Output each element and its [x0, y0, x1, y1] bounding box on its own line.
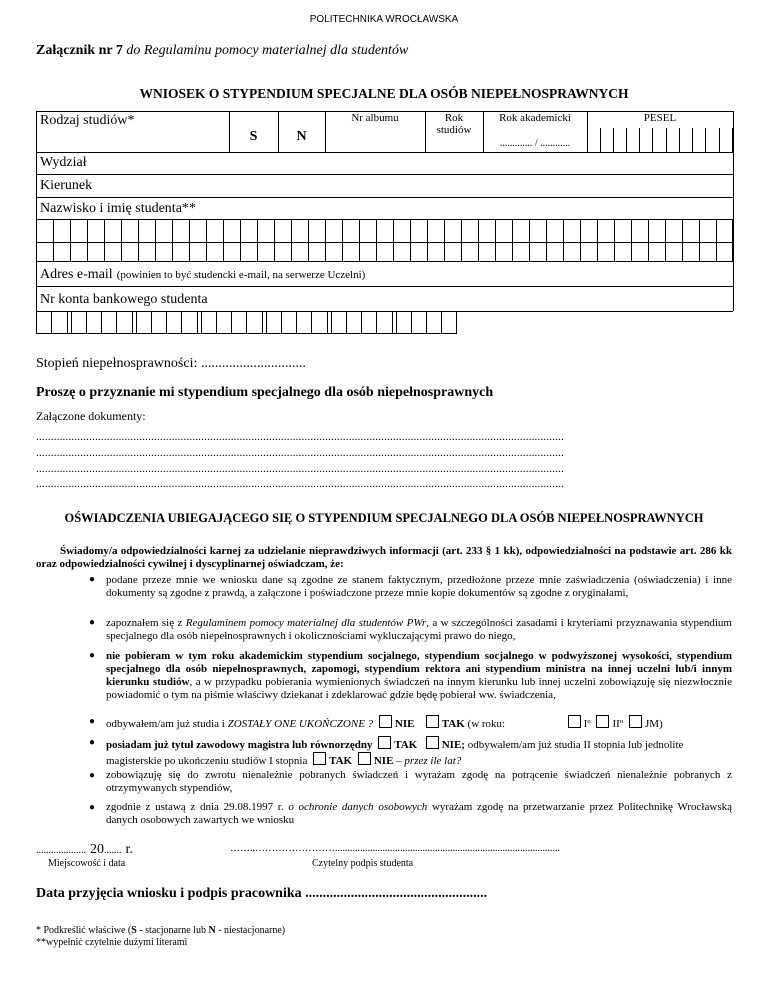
bank-account-cells[interactable] — [36, 311, 457, 334]
bank-account-label: Nr konta bankowego studenta — [40, 292, 208, 307]
item4-tak-label: TAK — [441, 718, 465, 730]
item4-tak-checkbox[interactable] — [426, 715, 439, 728]
item4-second-degree-label: IIº — [612, 718, 624, 730]
university-name: POLITECHNIKA WROCŁAWSKA — [309, 14, 459, 25]
faculty-label[interactable]: Wydział — [40, 155, 87, 170]
item5-nie-label: NIE; — [441, 739, 465, 751]
declaration-item-2 — [106, 617, 732, 643]
study-type-option-n[interactable]: N — [296, 129, 307, 144]
email-label: Adres e-mail — [40, 267, 113, 282]
item5-tak-label: TAK — [394, 739, 418, 751]
footnote1-s: S — [131, 925, 137, 936]
field-of-study-label[interactable]: Kierunek — [40, 178, 93, 193]
documents-line-3[interactable]: ................................................................................................................................................................................... — [36, 463, 565, 475]
item7-text-c: wyrażam zgodę na przetwarzanie przez Politechnikę Wrocławską danych osobowych zawartych we wniosku — [106, 801, 732, 826]
item5-text-b: odbywałem/am już studia II stopnia lub jednolite magisterskie po ukończeniu studiów I stopnia — [106, 739, 684, 767]
attachment-line — [36, 43, 408, 59]
item2-text-c: , a w szczególności zasadami i kryteriami przyznawania stypendium specjalnego dla osób niepełnosprawnych i okolicznościami wykluczającymi prawo do niego, — [106, 617, 732, 642]
footnote1-text-b: - stacjonarne lub — [136, 925, 209, 936]
item4-second-degree-checkbox[interactable] — [596, 715, 609, 728]
bullet: ● — [89, 617, 96, 628]
bullet: ● — [89, 770, 96, 781]
item4-jm-checkbox[interactable] — [629, 715, 642, 728]
declaration-item-6: zobowiązuję się do zwrotu nienależnie pobranych świadczeń i wyrażam zgodę na potrącenie świadczeń nienależnie pobranych z otrzymywanych stypendiów, — [106, 769, 732, 794]
place-date-dots: .................... — [36, 845, 86, 856]
signature-label: Czytelny podpis studenta — [312, 858, 414, 869]
item5-text-a: posiadam już tytuł zawodowy magistra lub równorzędny — [106, 739, 373, 751]
study-year-label-line2: studiów — [436, 124, 472, 136]
item4-question: ZOSTAŁY ONE UKOŃCZONE ? — [227, 718, 374, 730]
request-text: Proszę o przyznanie mi stypendium specjalnego dla osób niepełnosprawnych — [36, 385, 494, 400]
name-cells-row-1[interactable] — [36, 219, 733, 242]
footnote-study-type — [36, 925, 285, 936]
footnote1-n: N — [208, 925, 216, 936]
item5-nie2-checkbox[interactable] — [358, 752, 371, 765]
item7-act-name: o ochronie danych osobowych — [288, 801, 428, 813]
declaration-item-1: podane przeze mnie we wniosku dane są zgodne ze stanem faktycznym, przedłożone przeze mnie zaświadczenia (oświadczenia) i inne dokumenty są zgodne z prawdą, a załączone i poświadczone przeze mnie kopie dokumentów są zgodne z oryginałami, — [106, 574, 732, 599]
disability-degree-field[interactable]: Stopień niepełnosprawności: .............................. — [36, 356, 306, 371]
declaration-title: OŚWIADCZENIA UBIEGAJĄCEGO SIĘ O STYPENDIUM SPECJALNEGO DLA OSÓB NIEPEŁNOSPRAWNYCH — [64, 511, 704, 525]
date-year-dots: ....... — [104, 845, 122, 856]
documents-line-2[interactable]: ................................................................................................................................................................................... — [36, 447, 565, 459]
documents-line-1[interactable]: ................................................................................................................................................................................... — [36, 431, 565, 443]
item2-text-a: zapoznałem się z — [106, 617, 186, 629]
item4-first-degree-checkbox[interactable] — [568, 715, 581, 728]
declaration-item-4 — [106, 715, 732, 731]
declaration-item-5 — [106, 736, 732, 768]
declaration-item-3 — [106, 650, 732, 702]
attachment-number: Załącznik nr 7 — [36, 43, 123, 58]
place-date-field[interactable] — [36, 840, 133, 858]
item5-years-question: – przez ile lat? — [396, 755, 462, 767]
academic-year-field[interactable]: ............. / ............ — [499, 138, 571, 149]
receipt-line[interactable]: Data przyjęcia wniosku i podpis pracownika .................................................... — [36, 886, 488, 901]
place-date-label: Miejscowość i data — [48, 858, 126, 869]
item5-tak2-label: TAK — [329, 755, 353, 767]
page-title: WNIOSEK O STYPENDIUM SPECJALNE DLA OSÓB NIEPEŁNOSPRAWNYCH — [139, 86, 629, 101]
date-suffix: r. — [125, 842, 133, 857]
documents-label: Załączone dokumenty: — [36, 409, 146, 423]
item5-tak2-checkbox[interactable] — [313, 752, 326, 765]
bullet: ● — [89, 802, 96, 813]
item4-nie-label: NIE — [394, 718, 415, 730]
item3-text-b: , a w przypadku pobierania wymienionych świadczeń na innym kierunku lub innej uczelni zobowiązuję się niezwłocznie powiadomić o tym na piśmie właściwy dziekanat i zdeklarować gdzie będę pobierał ww. świadczenia, — [106, 676, 732, 701]
footnote-capitals: **wypełnić czytelnie dużymi literami — [36, 937, 188, 948]
item5-tak-checkbox[interactable] — [378, 736, 391, 749]
pesel-label: PESEL — [643, 112, 677, 124]
attachment-regulation: do Regulaminu pomocy materialnej dla studentów — [126, 43, 409, 58]
study-year-label — [425, 112, 483, 136]
item4-first-degree-label: Iº — [583, 718, 591, 730]
declaration-intro: Świadomy/a odpowiedzialności karnej za udzielanie nieprawdziwych informacji (art. 233 § 1 kk), odpowiedzialności na podstawie art. 286 kk oraz odpowiedzialności cywilnej i dyscyplinarnej oświadczam, że: — [36, 545, 732, 570]
item4-jm-label: JM) — [644, 718, 663, 730]
item5-nie-checkbox[interactable] — [426, 736, 439, 749]
name-cells-row-2[interactable] — [36, 242, 733, 261]
item7-text-a: zgodnie z ustawą z dnia 29.08.1997 r. — [106, 801, 289, 813]
academic-year-label: Rok akademicki — [499, 112, 571, 124]
album-number-label: Nr albumu — [351, 112, 399, 124]
pesel-cells[interactable] — [587, 128, 733, 152]
email-field[interactable] — [40, 265, 365, 283]
signature-field[interactable]: ……..…………………….......................................................................................... — [230, 843, 560, 854]
item4-year-label: (w roku: — [467, 718, 506, 730]
item4-text-a: odbywałem/am już studia i — [106, 718, 228, 730]
documents-line-4[interactable]: ................................................................................................................................................................................... — [36, 478, 565, 490]
item5-nie2-label: NIE — [373, 755, 394, 767]
bullet: ● — [89, 574, 96, 585]
bullet: ● — [89, 716, 96, 727]
item4-nie-checkbox[interactable] — [379, 715, 392, 728]
declaration-item-7 — [106, 801, 732, 827]
study-type-option-s[interactable]: S — [249, 129, 258, 144]
item2-regulation: Regulaminem pomocy materialnej dla studentów PWr — [185, 617, 427, 629]
bullet: ● — [89, 737, 96, 748]
study-year-label-line1: Rok — [444, 112, 464, 124]
item3-text-a: nie pobieram w tym roku akademickim stypendium socjalnego, stypendium socjalnego w podwyższonej wysokości, stypendium specjalnego dla osób niepełnosprawnych, zapomogi, stypendium rektora ani stypendium ministra na innej uczelni lub/i innym kierunku studiów — [106, 650, 732, 688]
study-type-label: Rodzaj studiów* — [40, 113, 135, 128]
date-year-prefix: 20 — [90, 842, 104, 857]
footnote1-text-c: - niestacjonarne) — [215, 925, 286, 936]
student-name-label: Nazwisko i imię studenta** — [40, 201, 196, 216]
email-note: (powinien to być studencki e-mail, na serwerze Uczelni) — [116, 269, 366, 281]
bullet: ● — [89, 650, 96, 661]
footnote1-text-a: * Podkreślić właściwe ( — [36, 925, 132, 936]
